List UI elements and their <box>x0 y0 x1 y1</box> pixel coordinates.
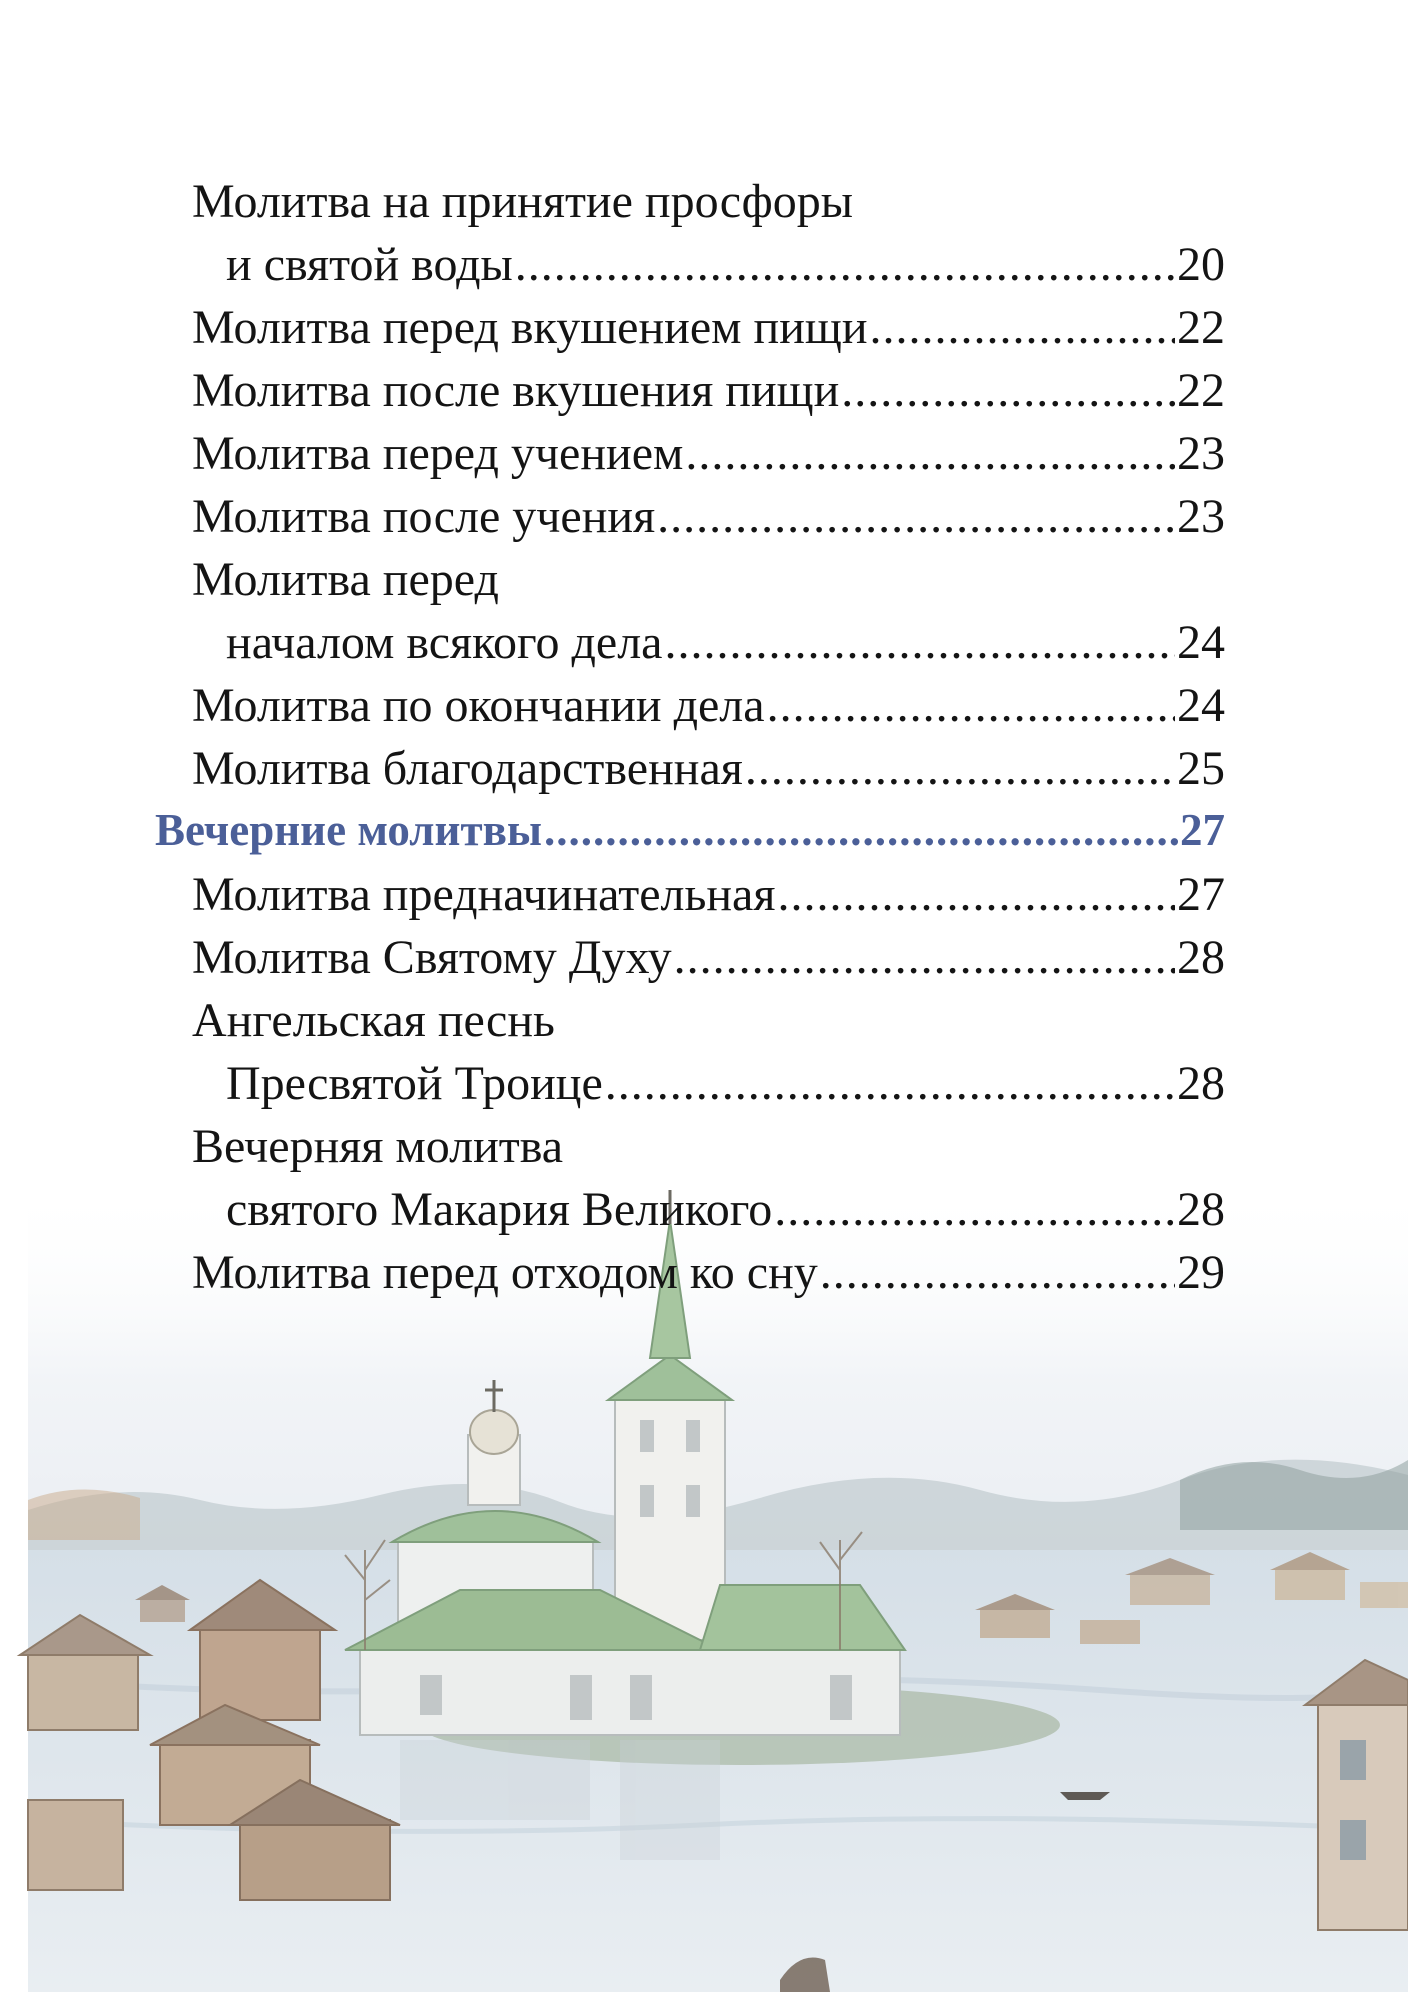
toc-entry-title: Молитва перед вкушением пищи <box>192 301 868 354</box>
toc-entry-title: Молитва перед учением <box>192 427 684 480</box>
toc-page-number: 23 <box>1177 427 1225 480</box>
toc-page-number: 22 <box>1177 301 1225 354</box>
toc-page-number: 28 <box>1177 1183 1225 1236</box>
toc-entry-before-study <box>192 427 1225 490</box>
toc-entry-title: Вечерняя молитва <box>192 1120 564 1173</box>
toc-entry-title: святого Макария Великого <box>226 1183 773 1236</box>
toc-entry-before-work-cont <box>226 616 1225 679</box>
left-autumn-trees <box>28 1489 140 1540</box>
toc-entry-title: Молитва на принятие просфоры <box>192 175 854 228</box>
toc-entry-before-sleep <box>192 1246 1225 1309</box>
toc-page-number: 25 <box>1177 742 1225 795</box>
toc-page-number: 24 <box>1177 616 1225 669</box>
toc-section-title: Вечерние молитвы <box>155 805 543 855</box>
toc-entry-angelic-hymn <box>192 994 1225 1057</box>
dot-leader <box>820 1249 1175 1297</box>
dot-leader <box>767 682 1175 730</box>
toc-entry-angelic-hymn-cont <box>226 1057 1225 1120</box>
toc-entry-evening-prayer-cont <box>226 1183 1225 1246</box>
toc-entry-after-study <box>192 490 1225 553</box>
toc-page-number: 27 <box>1180 805 1225 855</box>
toc-entry-initial-prayer <box>192 868 1225 931</box>
toc-entry-title: Молитва после учения <box>192 490 656 543</box>
dot-leader <box>777 871 1175 919</box>
toc-page-number: 20 <box>1177 238 1225 291</box>
toc-entry-title: Молитва благодарственная <box>192 742 743 795</box>
dot-leader <box>870 304 1175 352</box>
toc-entry-title: Молитва предначинательная <box>192 868 776 921</box>
toc-entry-title: Молитва по окончании дела <box>192 679 765 732</box>
toc-entry-title: Молитва после вкушения пищи <box>192 364 840 417</box>
toc-entry-title: и святой воды <box>226 238 513 291</box>
toc-entry-holy-spirit <box>192 931 1225 994</box>
toc-entry-title: Молитва Святому Духу <box>192 931 672 984</box>
toc-page-number: 28 <box>1177 1057 1225 1110</box>
dot-leader <box>685 430 1175 478</box>
toc-entry-title: Ангельская песнь <box>192 994 555 1047</box>
toc-entry-evening-prayer <box>192 1120 1225 1183</box>
toc-section-evening-prayers <box>155 805 1225 868</box>
toc-entry-before-work <box>192 553 1225 616</box>
toc-entry-title: началом всякого дела <box>226 616 663 669</box>
toc-page-number: 24 <box>1177 679 1225 732</box>
toc-page-number: 22 <box>1177 364 1225 417</box>
toc-entry-title: Пресвятой Троице <box>226 1057 603 1110</box>
toc-entry-prosphora-cont <box>226 238 1225 301</box>
toc-entry-title: Молитва перед <box>192 553 499 606</box>
toc-entry-after-work <box>192 679 1225 742</box>
dot-leader <box>841 367 1175 415</box>
toc-page-number: 27 <box>1177 868 1225 921</box>
dot-leader <box>605 1060 1175 1108</box>
toc-entry-before-meal <box>192 301 1225 364</box>
toc-page-number: 28 <box>1177 931 1225 984</box>
dot-leader <box>774 1186 1175 1234</box>
toc-entry-after-meal <box>192 364 1225 427</box>
toc-entry-prosphora <box>192 175 1225 238</box>
dot-leader <box>745 745 1175 793</box>
dot-leader <box>544 808 1178 853</box>
toc-entry-title: Молитва перед отходом ко сну <box>192 1246 818 1299</box>
toc-page-number: 23 <box>1177 490 1225 543</box>
dot-leader <box>657 493 1175 541</box>
dot-leader <box>515 241 1175 289</box>
dot-leader <box>674 934 1175 982</box>
toc-page-number: 29 <box>1177 1246 1225 1299</box>
dot-leader <box>664 619 1175 667</box>
toc-entry-thanksgiving <box>192 742 1225 805</box>
